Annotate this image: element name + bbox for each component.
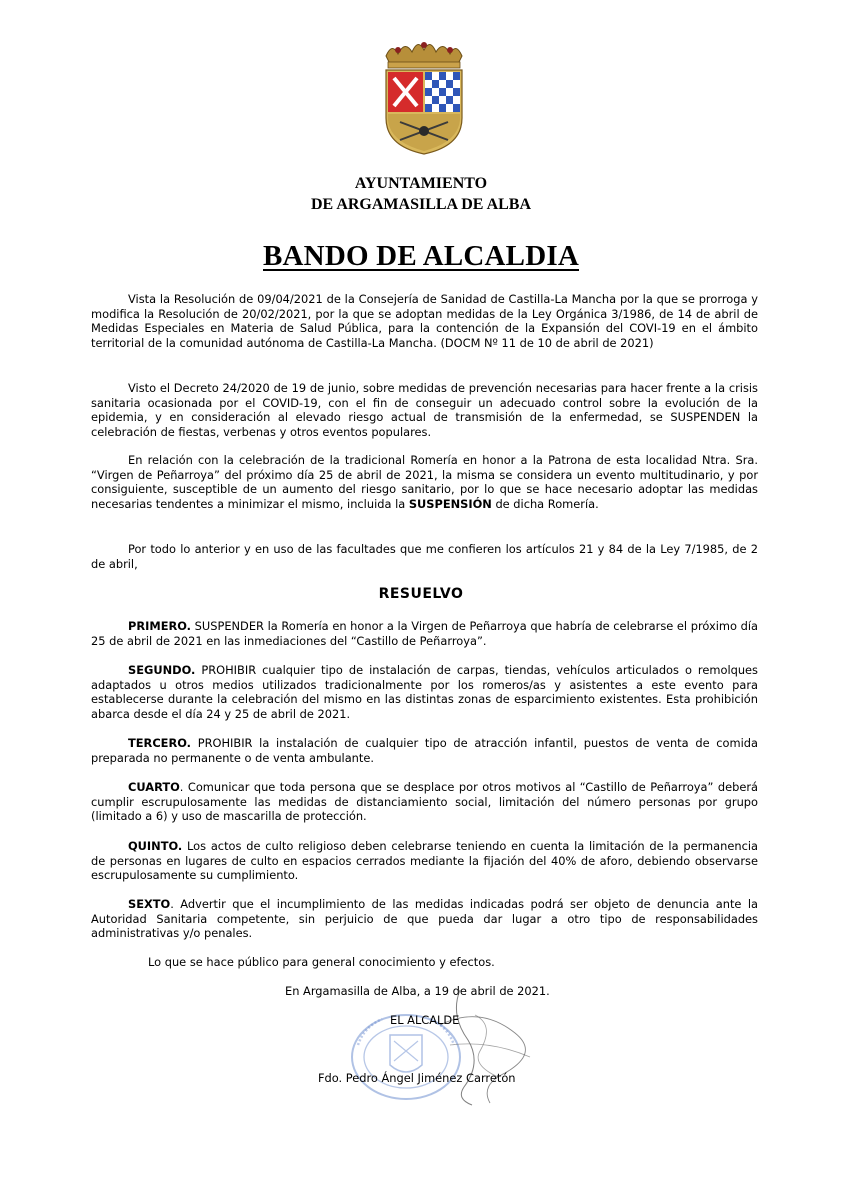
resolution-item-label: TERCERO. [128,736,191,750]
coat-of-arms-icon [378,36,470,156]
organization-line-1: AYUNTAMIENTO [354,175,488,192]
closing-note: Lo que se hace público para general conocimiento y efectos. [148,955,495,969]
resolution-item-text: . Comunicar que toda persona que se desplace por otros motivos al “Castillo de Peñarroya” deberá cumplir escrupulosamente las medidas de distanciamiento social, limitación del número personas por grupo (limitado a 6) y uso de mascarilla de protección. [91,780,758,824]
resolution-item-5 [91,839,758,883]
intro-paragraph-4-text: Por todo lo anterior y en uso de las facultades que me confieren los artículos 21 y 84 de la Ley 7/1985, de 2 de abril, [91,542,758,571]
resolution-item-1 [91,619,758,648]
place-and-date: En Argamasilla de Alba, a 19 de abril de 2021. [285,984,550,998]
intro-paragraph-3-text-b: de dicha Romería. [491,496,599,511]
resolution-heading: RESUELVO [378,586,464,602]
resolution-item-text: SUSPENDER la Romería en honor a la Virgen de Peñarroya que habría de celebrarse el próximo día 25 de abril de 2021 en las inmediaciones del “Castillo de Peñarroya”. [91,619,758,648]
intro-paragraph-3-text-a: En relación con la celebración de la tradicional Romería en honor a la Patrona de esta localidad Ntra. Sra. “Virgen de Peñarroya” del próximo día 25 de abril de 2021, la misma se considera un evento multitudinario, y por consiguiente, susceptible de un aumento del riesgo sanitario, por lo que se hace necesario adoptar las medidas necesarias tendentes a minimizar el mismo, incluida la [91,453,758,511]
resolution-item-2 [91,663,758,721]
resolution-item-6 [91,897,758,941]
document-title: BANDO DE ALCALDIA [263,240,579,272]
organization-line-2: DE ARGAMASILLA DE ALBA [310,196,532,213]
signer-name: Fdo. Pedro Ángel Jiménez Carretón [318,1071,516,1085]
suspension-emphasis: SUSPENSIÓN [408,496,492,511]
resolution-item-label: PRIMERO. [128,619,192,633]
resolution-item-label: SEXTO [128,897,171,911]
resolution-item-label: QUINTO. [128,839,183,853]
intro-paragraph-1 [91,292,758,350]
intro-paragraph-3 [91,453,758,511]
resolution-item-text: PROHIBIR la instalación de cualquier tipo de atracción infantil, puestos de venta de comida preparada no permanente o de venta ambulante. [91,736,758,765]
resolution-item-3 [91,736,758,765]
resolution-item-label: SEGUNDO. [128,663,196,677]
resolution-item-4 [91,780,758,824]
resolution-item-text: PROHIBIR cualquier tipo de instalación de carpas, tiendas, vehículos articulados o remolques adaptados u otros medios utilizados tradicionalmente por los romeros/as y asistentes a este evento para establecerse durante la celebración del mismo en las distintas zonas de esparcimiento existentes. Esta prohibición abarca desde el día 24 y 25 de abril de 2021. [91,663,758,721]
intro-paragraph-2-text: Visto el Decreto 24/2020 de 19 de junio, sobre medidas de prevención necesarias para hacer frente a la crisis sanitaria ocasionada por el COVID-19, con el fin de conseguir un adecuado control sobre la evolución de la epidemia, y en consideración al elevado riesgo actual de transmisión de la enfermedad, se SUSPENDEN la celebración de fiestas, verbenas y otros eventos populares. [91,381,758,439]
handwritten-signature-icon [420,985,560,1110]
intro-paragraph-1-text: Vista la Resolución de 09/04/2021 de la Consejería de Sanidad de Castilla-La Mancha por la que se prorroga y modifica la Resolución de 20/02/2021, por la que se adoptan medidas de la Ley Orgánica 3/1986, de 14 de abril de Medidas Especiales en Materia de Salud Pública, para la contención de la Expansión del COVI-19 en el ámbito territorial de la comunidad autónoma de Castilla-La Mancha. (DOCM Nº 11 de 10 de abril de 2021) [91,292,758,350]
mayor-title: EL ALCALDE [390,1013,460,1027]
resolution-item-text: . Advertir que el incumplimiento de las medidas indicadas podrá ser objeto de denuncia ante la Autoridad Sanitaria competente, sin perjuicio de que pueda dar lugar a otro tipo de responsabilidades administrativas y/o penales. [91,897,758,941]
intro-paragraph-2 [91,381,758,439]
intro-paragraph-4 [91,542,758,571]
resolution-item-text: Los actos de culto religioso deben celebrarse teniendo en cuenta la limitación de la permanencia de personas en lugares de culto en espacios cerrados mediante la fijación del 40% de aforo, debiendo observarse escrupulosamente su cumplimiento. [91,839,758,883]
resolution-item-label: CUARTO [128,780,180,794]
